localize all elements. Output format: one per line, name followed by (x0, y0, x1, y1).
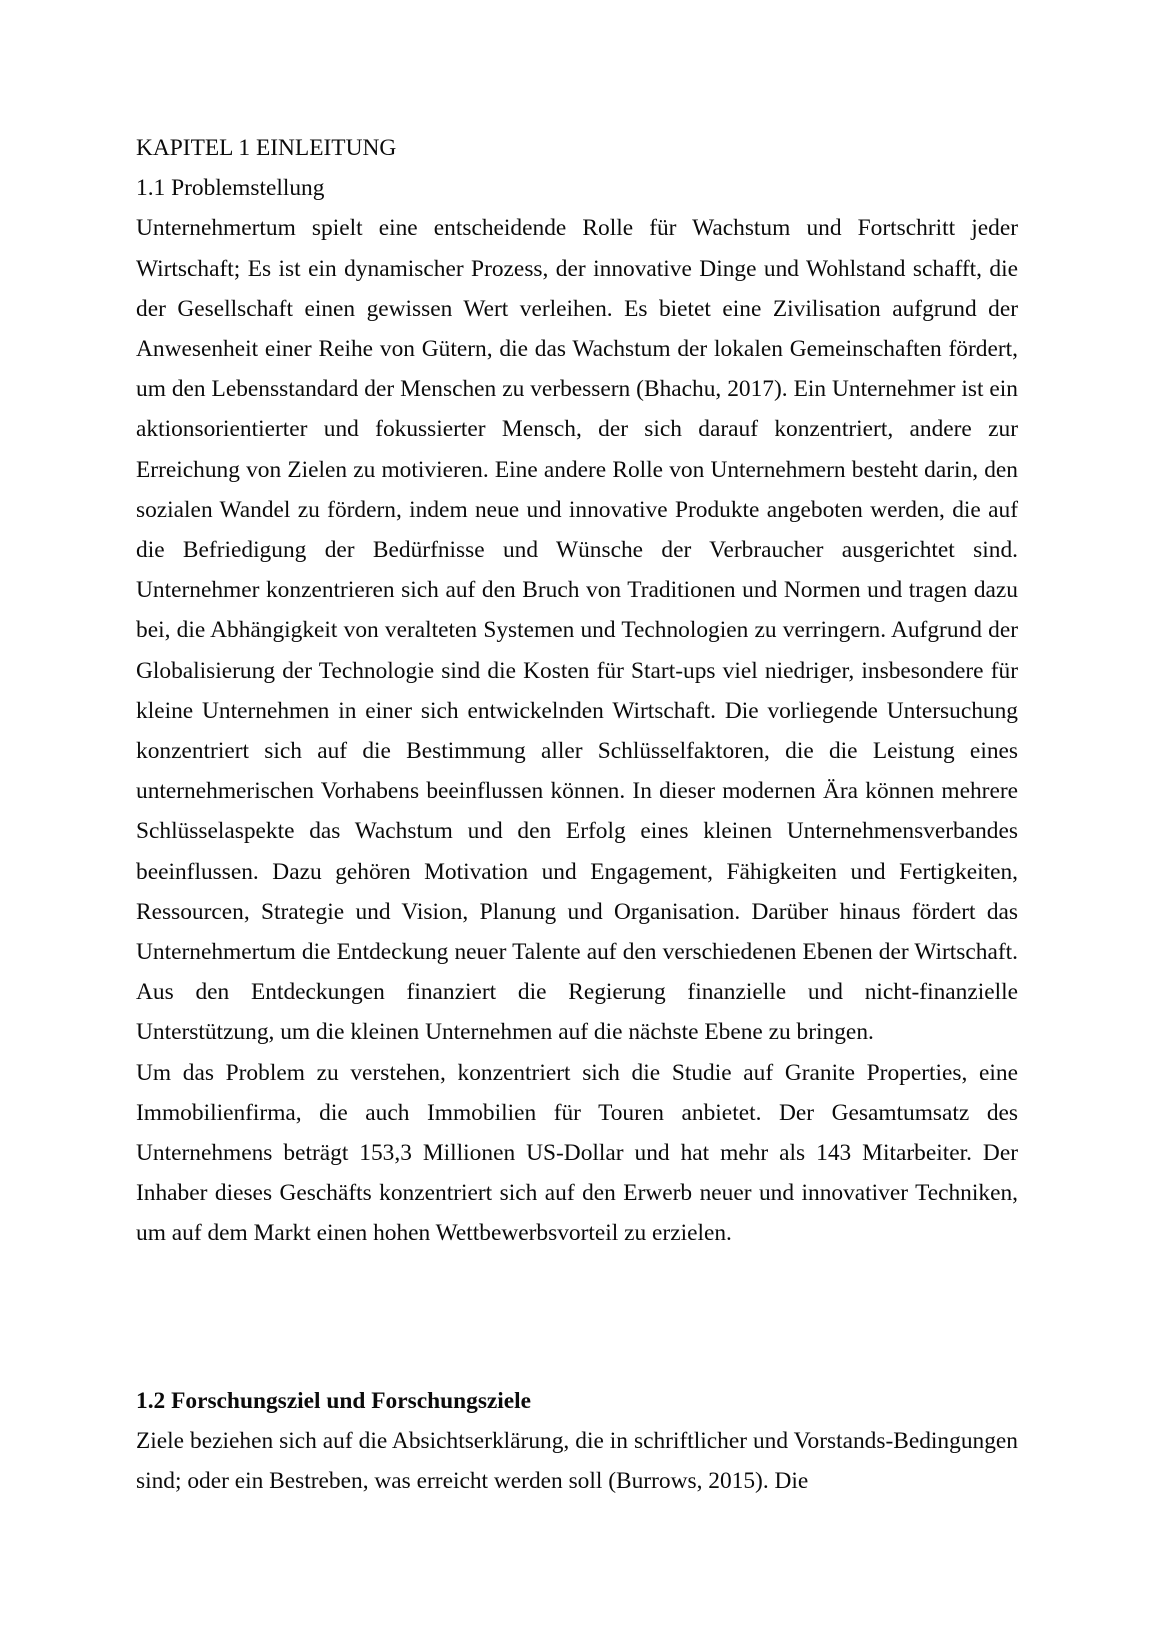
section-1-1-heading: 1.1 Problemstellung (136, 175, 325, 202)
section-1-1-paragraph-2: Um das Problem zu verstehen, konzentriert sich die Studie auf Granite Properties, eine Immobilienfirma, die auch Immobilien für Touren anbietet. Der Gesamtumsatz des Unternehmens beträgt 153,3 Millionen US-Dollar und hat mehr als 143 Mitarbeiter. Der Inhaber dieses Geschäfts konzentriert sich auf den Erwerb neuer und innovativer Techniken, um auf dem Markt einen hohen Wettbewerbsvorteil zu erzielen. (136, 1059, 1018, 1247)
document-body (136, 128, 1018, 1501)
chapter-heading: KAPITEL 1 EINLEITUNG (136, 135, 397, 161)
section-1-2-paragraph-1: Ziele beziehen sich auf die Absichtserklärung, die in schriftlicher und Vorstands-Bedingungen sind; oder ein Bestreben, was erreicht werden soll (Burrows, 2015). Die (136, 1427, 1018, 1495)
blank-space (136, 1254, 1018, 1381)
section-1-1-paragraph-1: Unternehmertum spielt eine entscheidende Rolle für Wachstum und Fortschritt jeder Wirtschaft; Es ist ein dynamischer Prozess, der innovative Dinge und Wohlstand schafft, die der Gesellschaft einen gewissen Wert verleihen. Es bietet eine Zivilisation aufgrund der Anwesenheit einer Reihe von Gütern, die das Wachstum der lokalen Gemeinschaften fördert, um den Lebensstandard der Menschen zu verbessern (Bhachu, 2017). Ein Unternehmer ist ein aktionsorientierter und fokussierter Mensch, der sich darauf konzentriert, andere zur Erreichung von Zielen zu motivieren. Eine andere Rolle von Unternehmern besteht darin, den sozialen Wandel zu fördern, indem neue und innovative Produkte angeboten werden, die auf die Befriedigung der Bedürfnisse und Wünsche der Verbraucher ausgerichtet sind. Unternehmer konzentrieren sich auf den Bruch von Traditionen und Normen und tragen dazu bei, die Abhängigkeit von veralteten Systemen und Technologien zu verringern. Aufgrund der Globalisierung der Technologie sind die Kosten für Start-ups viel niedriger, insbesondere für kleine Unternehmen in einer sich entwickelnden Wirtschaft. Die vorliegende Untersuchung konzentriert sich auf die Bestimmung aller Schlüsselfaktoren, die die Leistung eines unternehmerischen Vorhabens beeinflussen können. In dieser modernen Ära können mehrere Schlüsselaspekte das Wachstum und den Erfolg eines kleinen Unternehmensverbandes beeinflussen. Dazu gehören Motivation und Engagement, Fähigkeiten und Fertigkeiten, Ressourcen, Strategie und Vision, Planung und Organisation. Darüber hinaus fördert das Unternehmertum die Entdeckung neuer Talente auf den verschiedenen Ebenen der Wirtschaft. Aus den Entdeckungen finanziert die Regierung finanzielle und nicht-finanzielle Unterstützung, um die kleinen Unternehmen auf die nächste Ebene zu bringen. (136, 215, 1018, 1046)
section-1-2-heading: 1.2 Forschungsziel und Forschungsziele (136, 1387, 532, 1414)
